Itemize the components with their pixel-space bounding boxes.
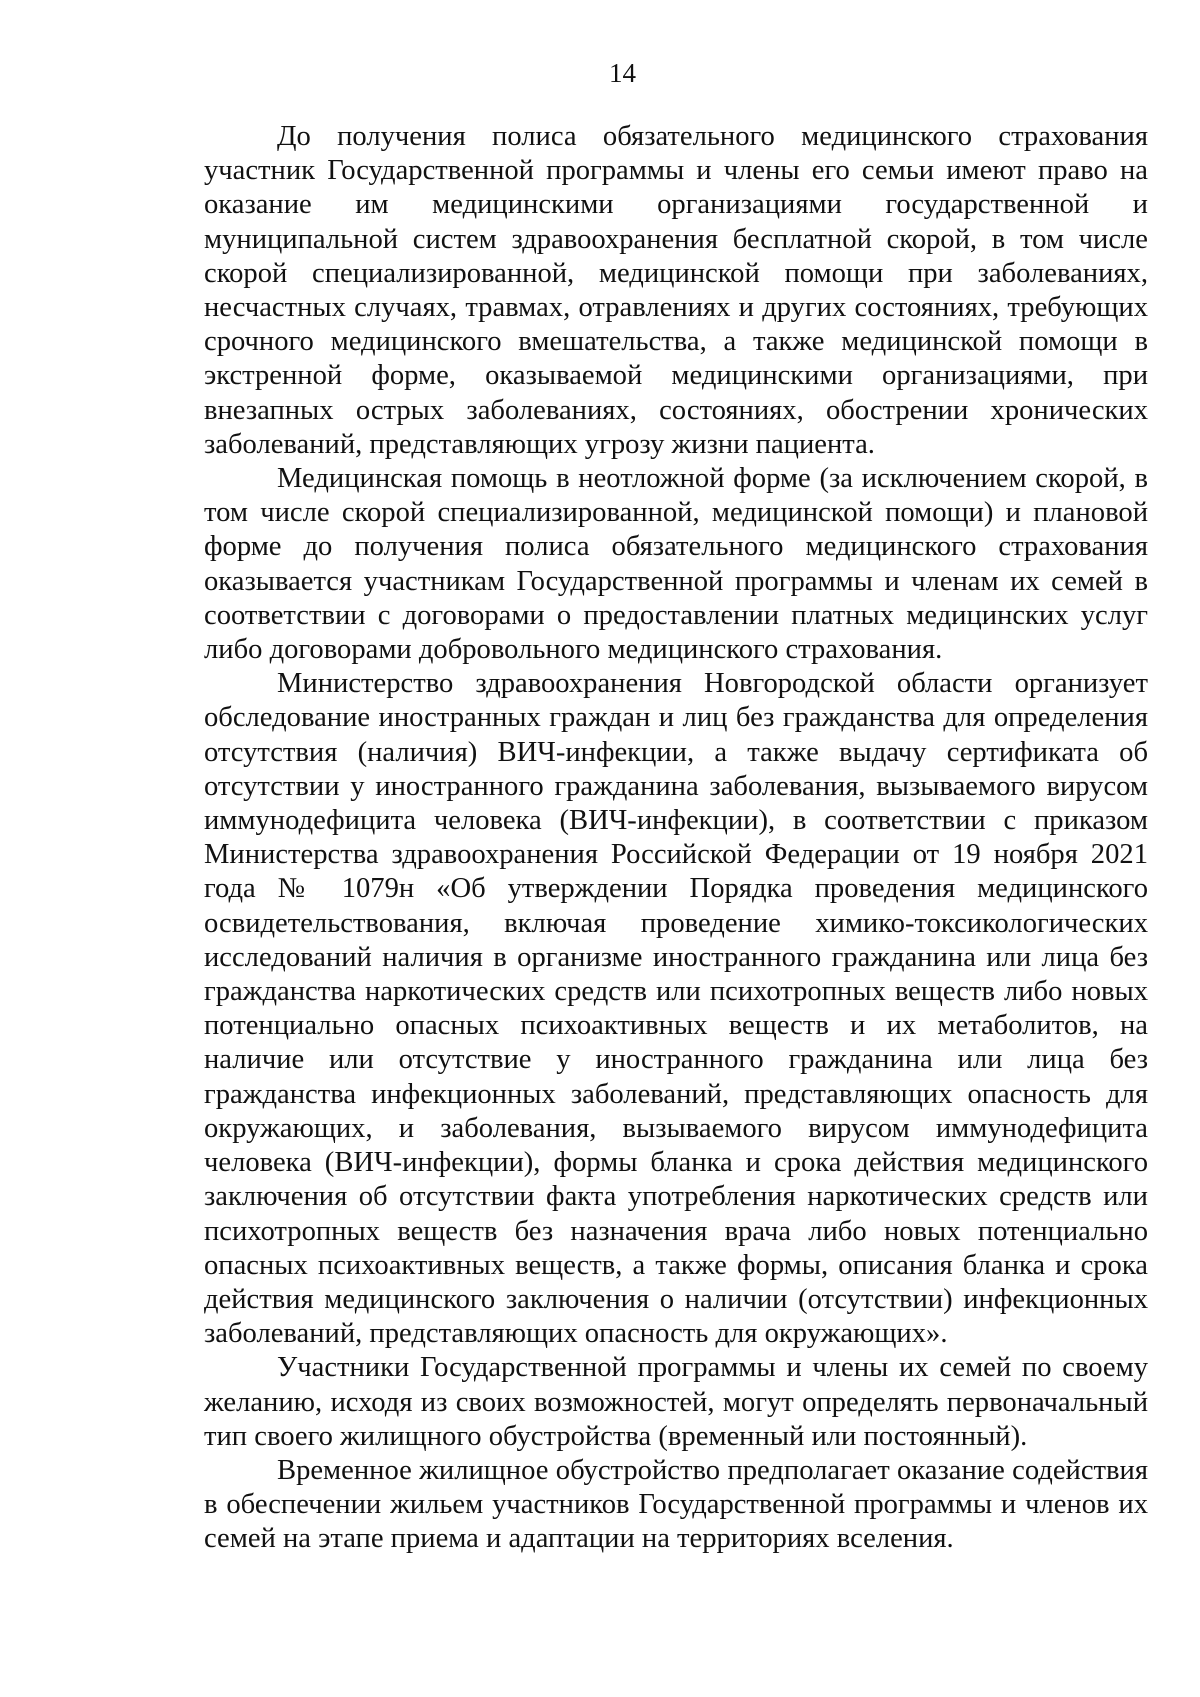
- document-body: [204, 120, 1148, 1557]
- paragraph-hiv-examination: Министерство здравоохранения Новгородской области организует обследование иностранных граждан и лиц без гражданства для определения отсутствия (наличия) ВИЧ-инфекции, а также выдачу сертификата об отсутствии у иностранного гражданина заболевания, вызываемого вирусом иммунодефицита человека (ВИЧ-инфекции), в соответствии с приказом Министерства здравоохранения Российской Федерации от 19 ноября 2021 года № 1079н «Об утверждении Порядка проведения медицинского освидетельствования, включая проведение химико-токсикологических исследований наличия в организме иностранного гражданина или лица без гражданства наркотических средств или психотропных веществ либо новых потенциально опасных психоактивных веществ и их метаболитов, на наличие или отсутствие у иностранного гражданина или лица без гражданства инфекционных заболеваний, представляющих опасность для окружающих, и заболевания, вызываемого вирусом иммунодефицита человека (ВИЧ-инфекции), формы бланка и срока действия медицинского заключения об отсутствии факта употребления наркотических средств или психотропных веществ без назначения врача либо новых потенциально опасных психоактивных веществ, а также формы, описания бланка и срока действия медицинского заключения о наличии (отсутствии) инфекционных заболеваний, представляющих опасность для окружающих».: [204, 668, 1148, 1350]
- paragraph-insurance-rights: До получения полиса обязательного медицинского страхования участник Государственной программы и члены его семьи имеют право на оказание им медицинскими организациями государственной и муниципальной систем здравоохранения бесплатной скорой, в том числе скорой специализированной, медицинской помощи при заболеваниях, несчастных случаях, травмах, отравлениях и других состояниях, требующих срочного медицинского вмешательства, а также медицинской помощи в экстренной форме, оказываемой медицинскими организациями, при внезапных острых заболеваниях, состояниях, обострении хронических заболеваний, представляющих угрозу жизни пациента.: [204, 121, 1148, 460]
- page-number: 14: [609, 58, 636, 88]
- paragraph-urgent-care: Медицинская помощь в неотложной форме (за исключением скорой, в том числе скорой специализированной, медицинской помощи) и плановой форме до получения полиса обязательного медицинского страхования оказывается участникам Государственной программы и членам их семей в соответствии с договорами о предоставлении платных медицинских услуг либо договорами добровольного медицинского страхования.: [204, 463, 1148, 666]
- paragraph-temporary-housing: Временное жилищное обустройство предполагает оказание содействия в обеспечении жильем участников Государственной программы и членов их семей на этапе приема и адаптации на территориях вселения.: [204, 1454, 1148, 1555]
- paragraph-housing-choice: Участники Государственной программы и члены их семей по своему желанию, исходя из своих возможностей, могут определять первоначальный тип своего жилищного обустройства (временный или постоянный).: [204, 1352, 1148, 1452]
